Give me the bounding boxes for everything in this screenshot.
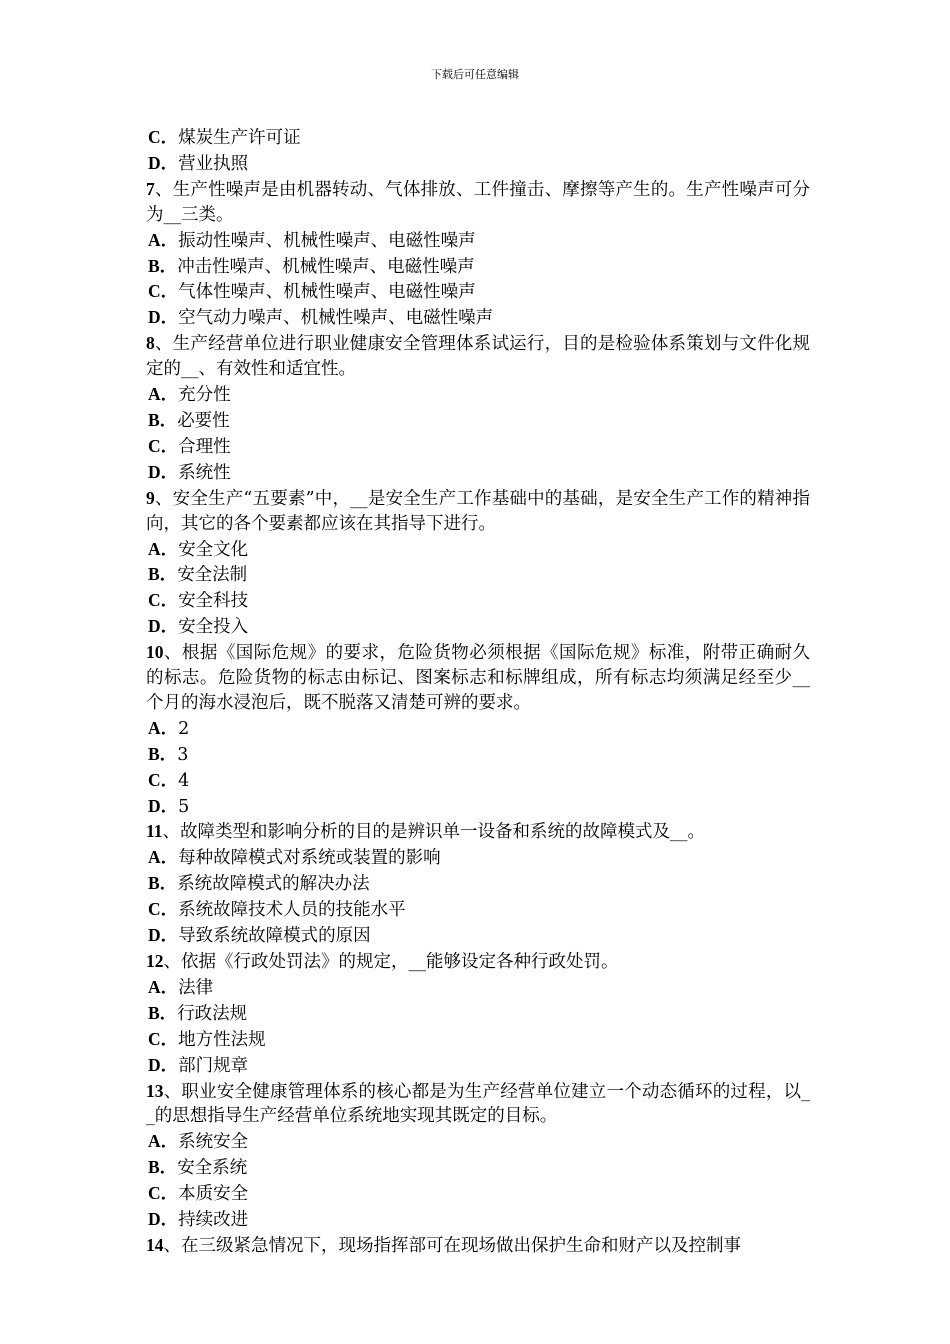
option-letter: D．	[148, 461, 179, 482]
option-text: 煤炭生产许可证	[178, 128, 301, 148]
option-letter: D．	[148, 307, 179, 328]
option-letter: D．	[148, 795, 179, 816]
question-14	[146, 1233, 810, 1259]
option-letter: A．	[148, 717, 179, 738]
option-text: 地方性法规	[178, 1029, 266, 1050]
option-letter: B．	[148, 1157, 178, 1178]
option-letter: A．	[148, 538, 179, 559]
question-number: 9	[146, 487, 155, 508]
answer-option	[146, 1155, 810, 1181]
answer-option	[146, 768, 810, 794]
answer-option	[146, 1129, 810, 1155]
option-text: 持续改进	[178, 1210, 249, 1231]
answer-option	[146, 254, 810, 280]
question-number: 12	[146, 951, 164, 971]
option-text: 系统故障技术人员的技能水平	[178, 900, 406, 921]
answer-option	[146, 434, 810, 460]
option-text: 气体性噪声、机械性噪声、电磁性噪声	[178, 282, 476, 303]
option-letter: D．	[148, 152, 179, 173]
option-letter: D．	[148, 1054, 179, 1075]
option-text: 每种故障模式对系统或装置的影响	[178, 848, 441, 869]
option-letter: C．	[148, 435, 179, 456]
option-letter: C．	[148, 899, 179, 920]
answer-option	[146, 1181, 810, 1207]
question-number: 8	[146, 333, 155, 354]
option-text: 系统性	[178, 462, 231, 483]
option-text: 冲击性噪声、机械性噪声、电磁性噪声	[177, 256, 475, 277]
answer-option	[146, 151, 810, 177]
option-text: 系统安全	[178, 1132, 249, 1153]
answer-option	[146, 588, 810, 614]
document-body	[146, 125, 810, 1259]
option-text: 振动性噪声、机械性噪声、电磁性噪声	[178, 230, 476, 251]
option-letter: B．	[148, 255, 178, 276]
option-letter: D．	[148, 925, 179, 946]
option-letter: A．	[148, 384, 179, 405]
answer-option	[146, 614, 810, 640]
question-11	[146, 819, 810, 845]
option-letter: C．	[148, 127, 179, 147]
answer-option	[146, 716, 810, 742]
option-text: 部门规章	[178, 1055, 249, 1076]
option-text: 行政法规	[177, 1003, 248, 1024]
answer-option	[146, 305, 810, 331]
option-letter: D．	[148, 616, 179, 637]
answer-option	[146, 125, 810, 151]
option-text: 安全投入	[178, 617, 249, 638]
option-text: 安全科技	[178, 591, 249, 612]
answer-option	[146, 845, 810, 871]
page-header: 下载后可任意编辑	[431, 68, 519, 81]
question-8	[146, 331, 810, 382]
question-12	[146, 949, 810, 975]
option-text: 本质安全	[178, 1184, 249, 1205]
question-text: 、根据《国际危规》的要求，危险货物必须根据《国际危规》标准，附带正确耐久的标志。危险货物的标志由标记、图案标志和标牌组成，所有标志均须满足经至少__个月的海水浸泡后，既不脱落又清楚可辨的要求。	[146, 643, 810, 713]
question-text: 、职业安全健康管理体系的核心都是为生产经营单位建立一个动态循环的过程，以__的思想指导生产经营单位系统地实现其既定的目标。	[146, 1081, 810, 1127]
option-letter: C．	[148, 281, 179, 302]
answer-option	[146, 975, 810, 1001]
question-10	[146, 640, 810, 716]
option-letter: A．	[148, 229, 179, 250]
answer-option	[146, 537, 810, 563]
option-text: 安全系统	[177, 1158, 248, 1179]
option-text: 空气动力噪声、机械性噪声、电磁性噪声	[178, 308, 494, 329]
question-text: 、生产性噪声是由机器转动、气体排放、工件撞击、摩擦等产生的。生产性噪声可分为__三类。	[146, 179, 810, 225]
answer-option	[146, 871, 810, 897]
answer-option	[146, 279, 810, 305]
question-text: 、依据《行政处罚法》的规定，__能够设定各种行政处罚。	[163, 952, 619, 972]
answer-option	[146, 1001, 810, 1027]
question-9	[146, 486, 810, 537]
answer-option	[146, 1027, 810, 1053]
answer-option	[146, 460, 810, 486]
question-text: 、故障类型和影响分析的目的是辨识单一设备和系统的故障模式及__。	[162, 822, 706, 843]
option-text: 营业执照	[178, 153, 249, 174]
option-letter: A．	[148, 1131, 179, 1152]
answer-option	[146, 794, 810, 820]
option-text: 4	[178, 770, 190, 791]
option-text: 2	[178, 718, 190, 739]
answer-option	[146, 897, 810, 923]
option-text: 5	[178, 796, 190, 817]
option-text: 充分性	[178, 385, 231, 406]
option-letter: D．	[148, 1209, 179, 1230]
option-letter: B．	[148, 743, 178, 764]
question-number: 13	[146, 1080, 164, 1101]
option-letter: B．	[148, 409, 178, 430]
option-text: 导致系统故障模式的原因	[178, 926, 371, 947]
question-text: 、安全生产“五要素”中，__是安全生产工作基础中的基础，是安全生产工作的精神指向，其它的各个要素都应该在其指导下进行。	[146, 488, 810, 534]
answer-option	[146, 562, 810, 588]
question-number: 11	[146, 821, 163, 842]
option-letter: C．	[148, 769, 179, 790]
option-letter: B．	[148, 1002, 178, 1023]
question-number: 14	[146, 1234, 164, 1255]
question-text: 、生产经营单位进行职业健康安全管理体系试运行，目的是检验体系策划与文件化规定的__、有效性和适宜性。	[146, 334, 810, 380]
option-text: 系统故障模式的解决办法	[177, 874, 370, 895]
answer-option	[146, 228, 810, 254]
option-letter: C．	[148, 1028, 179, 1049]
option-text: 3	[177, 744, 189, 765]
answer-option	[146, 923, 810, 949]
option-letter: C．	[148, 590, 179, 611]
option-letter: A．	[148, 847, 179, 868]
option-text: 法律	[178, 977, 214, 998]
answer-option	[146, 742, 810, 768]
question-7	[146, 177, 810, 228]
question-13	[146, 1079, 810, 1130]
answer-option	[146, 1207, 810, 1233]
question-text: 、在三级紧急情况下，现场指挥部可在现场做出保护生命和财产以及控制事	[163, 1235, 741, 1256]
option-text: 安全文化	[178, 539, 249, 560]
option-letter: C．	[148, 1183, 179, 1204]
question-number: 10	[146, 642, 164, 663]
option-letter: B．	[148, 564, 178, 585]
option-letter: A．	[148, 976, 179, 997]
option-text: 必要性	[177, 410, 230, 431]
option-text: 合理性	[178, 436, 231, 457]
answer-option	[146, 1053, 810, 1079]
option-letter: B．	[148, 873, 178, 894]
answer-option	[146, 408, 810, 434]
answer-option	[146, 382, 810, 408]
question-number: 7	[146, 178, 155, 199]
option-text: 安全法制	[177, 565, 248, 586]
